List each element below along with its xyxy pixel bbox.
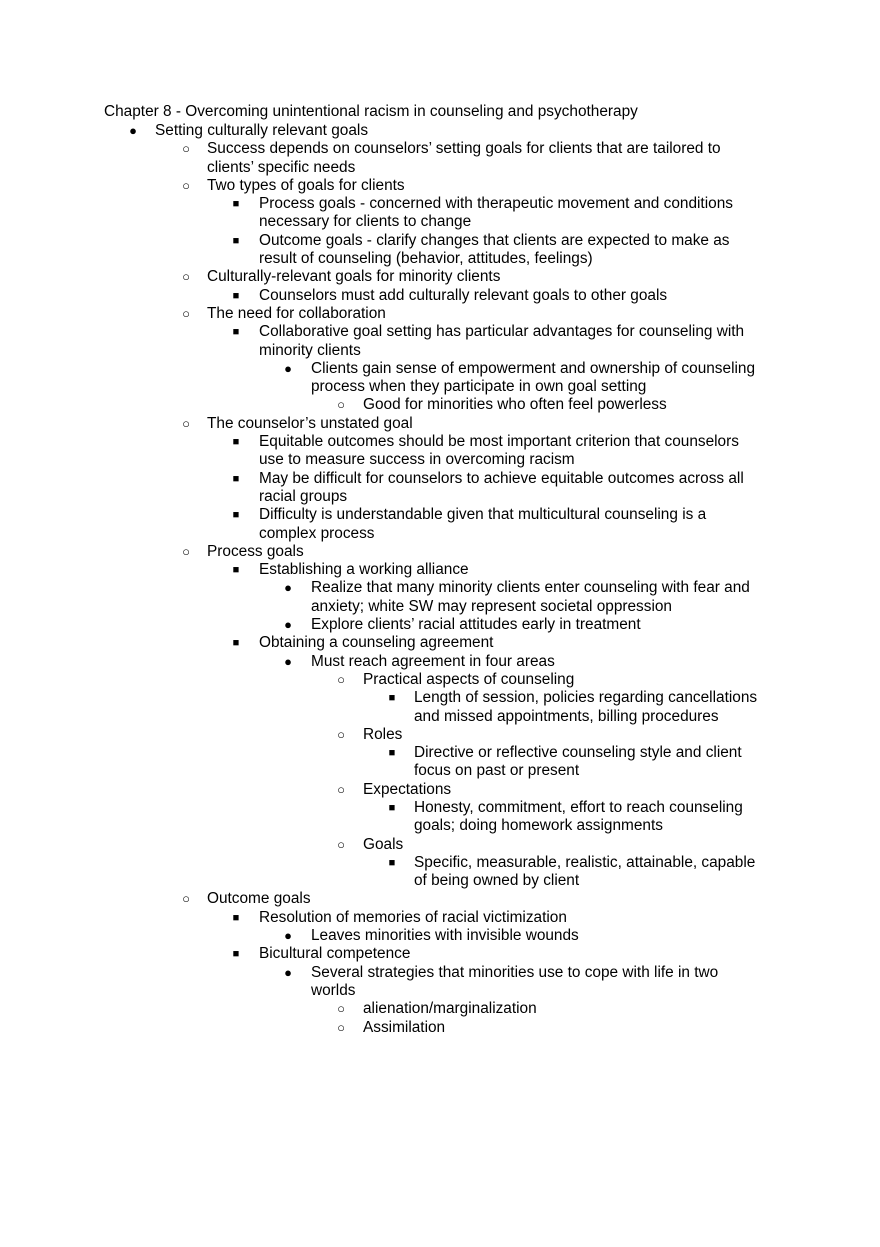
circle-bullet-icon: ○ xyxy=(337,671,345,687)
outline-item-line: goals; doing homework assignments xyxy=(414,817,663,835)
square-bullet-icon: ■ xyxy=(388,747,396,760)
outline-item-text xyxy=(259,634,799,652)
outline-item-line: Two types of goals for clients xyxy=(207,176,405,194)
outline-item-text xyxy=(311,964,801,1001)
outline-item-level-2 xyxy=(0,140,880,177)
outline-item-text xyxy=(207,415,797,433)
outline-item-text xyxy=(363,396,803,414)
outline-item-level-4 xyxy=(0,360,880,397)
outline-item-line: Success depends on counselors’ setting goals for clients that are tailored to xyxy=(207,140,721,158)
square-bullet-icon: ■ xyxy=(232,911,240,924)
outline-item-text xyxy=(259,195,799,232)
outline-item-line: Roles xyxy=(363,725,403,743)
circle-bullet-icon: ○ xyxy=(337,1001,345,1017)
circle-bullet-icon: ○ xyxy=(337,836,345,852)
outline-item-level-6 xyxy=(0,799,880,836)
outline-item-line: Must reach agreement in four areas xyxy=(311,652,555,670)
outline-item-text xyxy=(259,232,799,269)
outline-item-line: complex process xyxy=(259,524,375,542)
outline-item-line: Obtaining a counseling agreement xyxy=(259,634,494,652)
outline-item-line: The need for collaboration xyxy=(207,304,386,322)
page-title: Chapter 8 - Overcoming unintentional racism in counseling and psychotherapy xyxy=(104,103,638,120)
outline-item-level-1 xyxy=(0,122,880,140)
outline-item-line: Explore clients’ racial attitudes early in treatment xyxy=(311,616,641,634)
square-bullet-icon: ■ xyxy=(232,509,240,522)
outline-item-line: Realize that many minority clients enter counseling with fear and xyxy=(311,579,750,597)
disc-bullet-icon: ● xyxy=(284,360,292,376)
outline-item-level-2 xyxy=(0,890,880,908)
circle-bullet-icon: ○ xyxy=(182,141,190,157)
outline-item-level-3 xyxy=(0,232,880,269)
square-bullet-icon: ■ xyxy=(232,637,240,650)
outline-item-level-4 xyxy=(0,927,880,945)
outline-item-line: Goals xyxy=(363,835,404,853)
disc-bullet-icon: ● xyxy=(284,928,292,944)
outline-item-level-5 xyxy=(0,396,880,414)
outline-item-text xyxy=(259,433,799,470)
outline-item-text xyxy=(414,689,804,726)
outline-item-text xyxy=(207,543,797,561)
outline-item-line: Directive or reflective counseling style and client xyxy=(414,744,742,762)
outline-item-level-3 xyxy=(0,909,880,927)
outline-item-level-6 xyxy=(0,689,880,726)
outline-item-text xyxy=(207,268,797,286)
notes-outline xyxy=(0,122,880,1037)
outline-item-level-3 xyxy=(0,506,880,543)
circle-bullet-icon: ○ xyxy=(182,177,190,193)
outline-item-line: anxiety; white SW may represent societal oppression xyxy=(311,597,672,615)
disc-bullet-icon: ● xyxy=(284,580,292,596)
circle-bullet-icon: ○ xyxy=(337,397,345,413)
circle-bullet-icon: ○ xyxy=(182,305,190,321)
outline-item-text xyxy=(363,781,803,799)
outline-item-text xyxy=(311,579,801,616)
circle-bullet-icon: ○ xyxy=(182,891,190,907)
square-bullet-icon: ■ xyxy=(388,856,396,869)
outline-item-text xyxy=(311,927,801,945)
outline-item-line: Assimilation xyxy=(363,1018,446,1036)
outline-item-text xyxy=(207,140,797,177)
outline-item-line: use to measure success in overcoming racism xyxy=(259,451,575,469)
square-bullet-icon: ■ xyxy=(388,692,396,705)
outline-item-line: Leaves minorities with invisible wounds xyxy=(311,927,579,945)
outline-item-level-2 xyxy=(0,268,880,286)
square-bullet-icon: ■ xyxy=(232,326,240,339)
outline-item-text xyxy=(363,836,803,854)
disc-bullet-icon: ● xyxy=(284,617,292,633)
outline-item-level-4 xyxy=(0,964,880,1001)
outline-item-line: Outcome goals xyxy=(207,890,311,908)
outline-item-level-3 xyxy=(0,634,880,652)
outline-item-text xyxy=(259,506,799,543)
outline-item-text xyxy=(414,799,804,836)
outline-item-level-5 xyxy=(0,781,880,799)
outline-item-line: process when they participate in own goal setting xyxy=(311,378,647,396)
outline-item-line: Difficulty is understandable given that multicultural counseling is a xyxy=(259,506,707,524)
outline-item-text xyxy=(363,1000,803,1018)
outline-item-line: Collaborative goal setting has particular advantages for counseling with xyxy=(259,323,745,341)
outline-item-line: Equitable outcomes should be most important criterion that counselors xyxy=(259,433,739,451)
outline-item-line: necessary for clients to change xyxy=(259,213,472,231)
outline-item-level-2 xyxy=(0,543,880,561)
square-bullet-icon: ■ xyxy=(232,948,240,961)
outline-item-level-4 xyxy=(0,579,880,616)
outline-item-text xyxy=(259,909,799,927)
outline-item-line: Establishing a working alliance xyxy=(259,561,469,579)
outline-item-level-3 xyxy=(0,195,880,232)
outline-item-line: Counselors must add culturally relevant goals to other goals xyxy=(259,286,668,304)
circle-bullet-icon: ○ xyxy=(182,415,190,431)
outline-item-line: Setting culturally relevant goals xyxy=(155,122,369,139)
outline-item-line: Honesty, commitment, effort to reach counseling xyxy=(414,798,743,816)
outline-item-line: Specific, measurable, realistic, attainable, capable xyxy=(414,853,756,871)
outline-item-text xyxy=(363,726,803,744)
outline-item-line: Several strategies that minorities use to cope with life in two xyxy=(311,963,719,981)
outline-item-text xyxy=(311,653,801,671)
outline-item-level-3 xyxy=(0,561,880,579)
outline-item-level-4 xyxy=(0,653,880,671)
circle-bullet-icon: ○ xyxy=(337,781,345,797)
outline-item-text xyxy=(207,305,797,323)
outline-item-text xyxy=(259,561,799,579)
outline-item-level-3 xyxy=(0,323,880,360)
outline-item-level-3 xyxy=(0,287,880,305)
outline-item-line: Expectations xyxy=(363,780,452,798)
outline-item-line: result of counseling (behavior, attitudes, feelings) xyxy=(259,250,593,268)
outline-item-level-2 xyxy=(0,177,880,195)
outline-item-line: alienation/marginalization xyxy=(363,1000,537,1018)
outline-item-text xyxy=(207,177,797,195)
outline-item-level-4 xyxy=(0,616,880,634)
outline-item-text xyxy=(414,854,804,891)
outline-item-line: Process goals xyxy=(207,542,304,560)
outline-item-level-5 xyxy=(0,1000,880,1018)
outline-item-text xyxy=(259,470,799,507)
outline-item-line: Bicultural competence xyxy=(259,945,411,963)
outline-item-line: of being owned by client xyxy=(414,872,580,890)
outline-item-text xyxy=(259,323,799,360)
outline-item-line: focus on past or present xyxy=(414,762,580,780)
outline-item-line: Practical aspects of counseling xyxy=(363,670,575,688)
circle-bullet-icon: ○ xyxy=(337,726,345,742)
square-bullet-icon: ■ xyxy=(232,436,240,449)
outline-item-text xyxy=(155,122,795,140)
outline-item-line: Culturally-relevant goals for minority clients xyxy=(207,268,501,286)
outline-item-level-2 xyxy=(0,305,880,323)
outline-item-level-2 xyxy=(0,415,880,433)
circle-bullet-icon: ○ xyxy=(182,269,190,285)
square-bullet-icon: ■ xyxy=(232,564,240,577)
outline-item-text xyxy=(259,287,799,305)
outline-item-line: Good for minorities who often feel powerless xyxy=(363,396,667,414)
outline-item-line: Length of session, policies regarding cancellations xyxy=(414,689,758,707)
outline-item-text xyxy=(414,744,804,781)
outline-item-level-5 xyxy=(0,836,880,854)
square-bullet-icon: ■ xyxy=(232,289,240,302)
outline-item-line: Clients gain sense of empowerment and ownership of counseling xyxy=(311,359,756,377)
outline-item-line: clients’ specific needs xyxy=(207,158,356,176)
outline-item-line: May be difficult for counselors to achieve equitable outcomes across all xyxy=(259,469,744,487)
square-bullet-icon: ■ xyxy=(232,472,240,485)
outline-item-level-3 xyxy=(0,945,880,963)
circle-bullet-icon: ○ xyxy=(182,543,190,559)
disc-bullet-icon: ● xyxy=(284,653,292,669)
outline-item-level-5 xyxy=(0,726,880,744)
outline-item-text xyxy=(363,1019,803,1037)
outline-item-level-3 xyxy=(0,470,880,507)
outline-item-level-3 xyxy=(0,433,880,470)
outline-item-level-5 xyxy=(0,1019,880,1037)
square-bullet-icon: ■ xyxy=(232,234,240,247)
circle-bullet-icon: ○ xyxy=(337,1019,345,1035)
disc-bullet-icon: ● xyxy=(129,123,137,138)
outline-item-text xyxy=(311,360,801,397)
outline-item-line: worlds xyxy=(311,981,356,999)
outline-item-line: and missed appointments, billing procedures xyxy=(414,707,719,725)
square-bullet-icon: ■ xyxy=(232,198,240,211)
outline-item-text xyxy=(363,671,803,689)
outline-item-line: The counselor’s unstated goal xyxy=(207,414,413,432)
outline-item-level-6 xyxy=(0,744,880,781)
outline-item-text xyxy=(207,890,797,908)
outline-item-line: Outcome goals - clarify changes that clients are expected to make as xyxy=(259,231,730,249)
outline-item-level-6 xyxy=(0,854,880,891)
outline-item-level-5 xyxy=(0,671,880,689)
outline-item-line: minority clients xyxy=(259,341,361,359)
outline-item-line: Process goals - concerned with therapeutic movement and conditions xyxy=(259,195,733,213)
outline-item-line: racial groups xyxy=(259,487,348,505)
square-bullet-icon: ■ xyxy=(388,801,396,814)
outline-item-line: Resolution of memories of racial victimization xyxy=(259,908,567,926)
disc-bullet-icon: ● xyxy=(284,964,292,980)
outline-item-text xyxy=(259,945,799,963)
outline-item-text xyxy=(311,616,801,634)
